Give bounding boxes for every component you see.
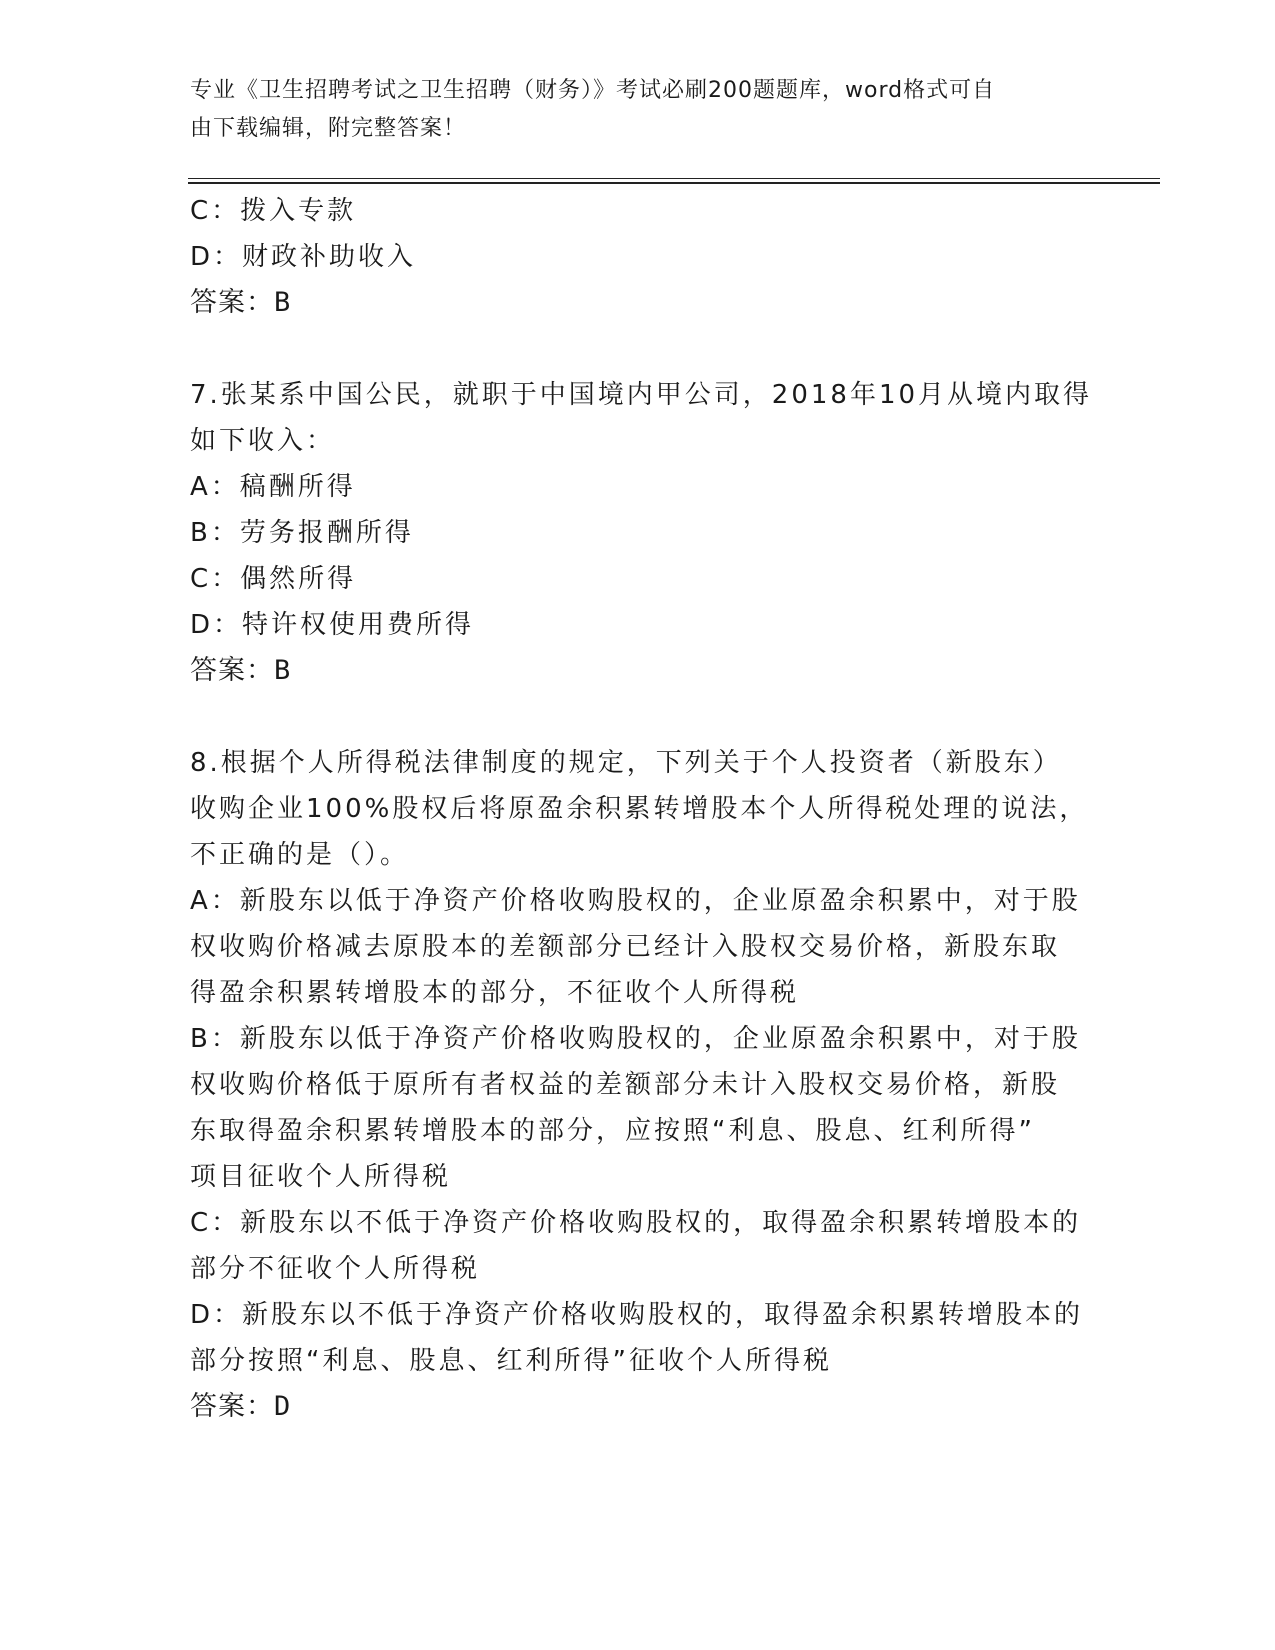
question-stem: 不正确的是（）。 [190,840,410,870]
option-a: 权收购价格减去原股本的差额部分已经计入股权交易价格，新股东取 [190,932,1061,962]
option-c: C：新股东以不低于净资产价格收购股权的，取得盈余积累转增股本的 [190,1208,1082,1238]
option-a: 得盈余积累转增股本的部分，不征收个人所得税 [190,978,800,1008]
answer-label: 答案： [190,1391,274,1422]
option-c: C：偶然所得 [190,564,357,594]
option-d: D：财政补助收入 [190,242,417,272]
question-stem: 收购企业100%股权后将原盈余积累转增股本个人所得税处理的说法， [190,794,1089,824]
answer-label: 答案： [190,655,274,686]
header-title-line-2: 由下载编辑，附完整答案！ [190,116,467,141]
option-a: A：新股东以低于净资产价格收购股权的，企业原盈余积累中，对于股 [190,886,1081,916]
question-content [190,188,1093,1430]
document-header [190,72,1070,148]
question-spacer [190,326,1090,372]
answer-value: B [274,655,292,686]
question-7-block [190,372,1093,694]
question-stem: 7.张某系中国公民，就职于中国境内甲公司，2018年10月从境内取得 [190,380,1093,410]
option-c: C：拨入专款 [190,196,357,226]
option-d: D：特许权使用费所得 [190,610,475,640]
option-d: 部分按照“利息、股息、红利所得”征收个人所得税 [190,1346,832,1376]
option-b: B：新股东以低于净资产价格收购股权的，企业原盈余积累中，对于股 [190,1024,1081,1054]
header-title-line-1: 专业《卫生招聘考试之卫生招聘（财务）》考试必刷200题题库，word格式可自 [190,78,996,103]
option-b: 东取得盈余积累转增股本的部分，应按照“利息、股息、红利所得” [190,1116,1035,1146]
option-a: A：稿酬所得 [190,472,356,502]
header-divider-bottom [188,182,1160,184]
option-b: 权收购价格低于原所有者权益的差额部分未计入股权交易价格，新股 [190,1070,1061,1100]
answer-line [190,280,1090,326]
question-stem: 8.根据个人所得税法律制度的规定，下列关于个人投资者（新股东） [190,748,1062,778]
option-c: 部分不征收个人所得税 [190,1254,481,1284]
previous-question-block [190,188,1090,326]
header-divider-top [188,178,1160,179]
answer-value: D [274,1391,292,1422]
answer-value: B [274,287,292,318]
question-8-block [190,740,1090,1430]
answer-label: 答案： [190,287,274,318]
question-stem: 如下收入： [190,426,336,456]
option-b: 项目征收个人所得税 [190,1162,452,1192]
option-d: D：新股东以不低于净资产价格收购股权的，取得盈余积累转增股本的 [190,1300,1084,1330]
option-b: B：劳务报酬所得 [190,518,414,548]
answer-line [190,1384,1090,1430]
answer-line [190,648,1090,694]
question-spacer [190,694,1090,740]
